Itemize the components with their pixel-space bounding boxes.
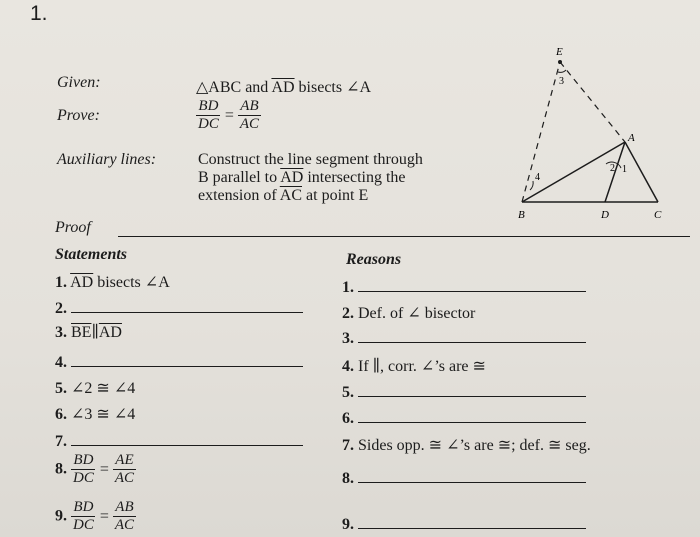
- angle-3: 3: [559, 76, 564, 87]
- reason-4-text: If ∥, corr. ∠’s are ≅: [358, 358, 486, 375]
- prove-lhs-fraction: [196, 99, 221, 132]
- angle-4: 4: [535, 172, 540, 183]
- statement-2-num: 2.: [55, 300, 67, 317]
- s9-n1: BD: [73, 499, 94, 515]
- statement-1-num: 1.: [55, 274, 67, 291]
- statements-header: Statements: [55, 246, 128, 263]
- auxiliary-line1: Construct the line segment through: [198, 151, 423, 168]
- s9-n2: AB: [115, 499, 134, 515]
- angle-1: 1: [622, 164, 627, 175]
- reason-8: [342, 468, 586, 488]
- statement-5-text: ∠2 ≅ ∠4: [71, 380, 136, 397]
- aux3-post: at point E: [306, 187, 369, 204]
- angle-2: 2: [610, 163, 615, 174]
- reason-2-text: Def. of ∠ bisector: [358, 305, 476, 322]
- problem-number: 1.: [30, 2, 48, 25]
- statement-3-seg1: $\overline{BE}$: [71, 324, 92, 341]
- label-c: C: [654, 209, 662, 221]
- statement-6-text: ∠3 ≅ ∠4: [71, 406, 136, 423]
- statement-7-num: 7.: [55, 433, 67, 450]
- reason-1-blank[interactable]: [358, 277, 586, 292]
- segment-ac: [625, 142, 658, 202]
- statement-3-seg2: $\overline{AD}$: [98, 324, 122, 341]
- statement-7-blank[interactable]: [71, 431, 303, 446]
- statement-9-frac2: [113, 500, 136, 533]
- prove-equation: [196, 99, 261, 132]
- auxiliary-label: Auxiliary lines:: [57, 151, 157, 168]
- statement-8: [55, 453, 136, 486]
- reason-5: [342, 382, 586, 402]
- prove-lhs-den: DC: [198, 116, 219, 132]
- arc-angle-4: [530, 181, 533, 190]
- prove-label: Prove:: [57, 107, 100, 124]
- s8-eq: =: [99, 460, 109, 478]
- given-segment: $\overline{AD}$: [271, 79, 295, 96]
- statement-8-num: 8.: [55, 460, 67, 478]
- s9-eq: =: [99, 507, 109, 525]
- reason-9-num: 9.: [342, 516, 354, 533]
- statement-9-frac1: [71, 500, 96, 533]
- proof-rule: [118, 236, 690, 237]
- aux2-post: intersecting the: [307, 169, 406, 186]
- proof-label: Proof: [55, 219, 91, 236]
- reason-1-num: 1.: [342, 279, 354, 296]
- prove-lhs-num: BD: [198, 98, 219, 114]
- given-pre: △ABC and: [196, 79, 269, 96]
- reason-8-num: 8.: [342, 470, 354, 487]
- triangle-diagram: [500, 40, 690, 225]
- statement-4: [55, 352, 303, 372]
- s8-n1: BD: [73, 452, 94, 468]
- prove-rhs-num: AB: [240, 98, 259, 114]
- statement-6-num: 6.: [55, 406, 67, 423]
- label-d: D: [601, 209, 609, 221]
- statement-3: [55, 322, 122, 342]
- reasons-header: Reasons: [346, 251, 402, 268]
- statement-1: [55, 272, 170, 292]
- s9-d2: AC: [114, 517, 135, 533]
- reason-3-blank[interactable]: [358, 328, 586, 343]
- segment-be-dashed: [522, 62, 560, 202]
- s9-d1: DC: [73, 517, 94, 533]
- arc-angle-3: [558, 70, 566, 72]
- aux3-pre: extension of: [198, 187, 277, 204]
- s8-d1: DC: [73, 470, 94, 486]
- statement-5-num: 5.: [55, 380, 67, 397]
- statement-3-par: ∥: [91, 324, 99, 341]
- reason-7-text: Sides opp. ≅ ∠’s are ≅; def. ≅ seg.: [358, 437, 591, 454]
- statement-9-num: 9.: [55, 507, 67, 525]
- segment-ea-dashed: [560, 62, 625, 142]
- reason-8-blank[interactable]: [358, 468, 586, 483]
- point-e-dot: [558, 60, 562, 64]
- aux3-seg: $\overline{AC}$: [279, 187, 303, 204]
- s8-n2: AE: [115, 452, 134, 468]
- reason-2: [342, 303, 475, 323]
- reason-9: [342, 514, 586, 534]
- auxiliary-line2: [198, 169, 423, 187]
- statement-4-blank[interactable]: [71, 352, 303, 367]
- statement-8-frac1: [71, 453, 96, 486]
- statement-1-seg: $\overline{AD}$: [70, 274, 94, 291]
- reason-4-num: 4.: [342, 358, 354, 375]
- reason-5-blank[interactable]: [358, 382, 586, 397]
- reason-4: [342, 356, 486, 376]
- prove-rhs-den: AC: [239, 116, 260, 132]
- aux2-seg: $\overline{AD}$: [280, 169, 304, 186]
- statement-6: [55, 404, 135, 424]
- statement-2: [55, 298, 303, 318]
- reason-1: [342, 277, 586, 297]
- given-post: bisects ∠A: [298, 79, 372, 96]
- given-text: [196, 77, 371, 97]
- label-e: E: [556, 46, 563, 58]
- reason-7-num: 7.: [342, 437, 354, 454]
- given-label: Given:: [57, 74, 101, 91]
- statement-9: [55, 500, 136, 533]
- prove-rhs-fraction: [238, 99, 261, 132]
- statement-7: [55, 431, 303, 451]
- label-b: B: [518, 209, 525, 221]
- reason-6: [342, 408, 586, 428]
- reason-6-num: 6.: [342, 410, 354, 427]
- statement-4-num: 4.: [55, 354, 67, 371]
- reason-5-num: 5.: [342, 384, 354, 401]
- auxiliary-line3: [198, 187, 423, 205]
- statement-8-frac2: [113, 453, 136, 486]
- label-a: A: [628, 132, 635, 144]
- reason-6-blank[interactable]: [358, 408, 586, 423]
- reason-9-blank[interactable]: [358, 514, 586, 529]
- statement-5: [55, 378, 135, 398]
- reason-3-num: 3.: [342, 330, 354, 347]
- statement-2-blank[interactable]: [71, 298, 303, 313]
- statement-1-text: bisects ∠A: [97, 274, 170, 291]
- reason-3: [342, 328, 586, 348]
- reason-7: [342, 435, 591, 455]
- s8-d2: AC: [114, 470, 135, 486]
- reason-2-num: 2.: [342, 305, 354, 322]
- aux2-pre: B parallel to: [198, 169, 278, 186]
- statement-3-num: 3.: [55, 324, 67, 341]
- auxiliary-text: [198, 151, 423, 205]
- prove-equals: =: [224, 106, 234, 124]
